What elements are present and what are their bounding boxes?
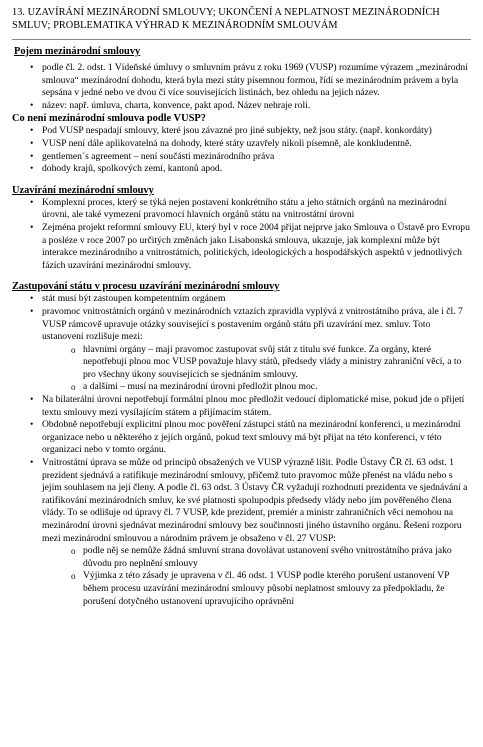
list-item: • Zejména projekt reformní smlouvy EU, který byl v roce 2004 přijat nejprve jako Smlouva o Ústavě pro Evropu a posléze v roce 2007 po určitých změnách jako Lisabonská smlouva, ukazuje, jak komplexní může být interakce mezinárodního a vnitrostátních, politických, ideologických a hospodářských aspektů v jednotlivých fázích uzavírání mezinárodní smlouvy. [12, 222, 471, 272]
sub-list-item: o Výjimka z této zásady je upravena v čl. 46 odst. 1 VUSP podle kterého porušení ustanovení VP během procesu uzavírání mezinárodní smlouvy působí neplatnost smlouvy za předpokladu, že porušení dotyčného ustanovení upravujícího oprávnění [12, 570, 471, 608]
list-item: • Vnitrostátní úprava se může od principů obsažených ve VUSP výrazně lišit. Podle Ústavy ČR čl. 63 odst. 1 prezident sjednává a ratifikuje mezinárodní smlouvy, přičemž tuto pravomoc může přenést na vládu nebo s jejím souhlasem na její členy. A podle čl. 63 odst. 3 Ústavy ČR vyžadují rozhodnutí prezidenta ve sjednávání a ratifikování mezinárodních smluv, ke své platnosti spolupodpis předsedy vlády nebo jím pověřeného člena vlády. To se odlišuje od úpravy čl. 7 VUSP, kde prezident, premiér a ministr zahraničních věcí nemohou na mezinárodní úrovni sjednávat mezinárodní smlouvy bez součinnosti jiného ústavního orgánu. Řešení rozporu mezi mezinárodní smlouvou a národním právem je obsaženo v čl. 27 VUSP: [12, 457, 471, 545]
section-heading-zastupovani: Zastupování státu v procesu uzavírání mezinárodní smlouvy [12, 281, 280, 293]
section-list-zastupovani-2 [12, 394, 471, 545]
section-heading-uzavirani: Uzavírání mezinárodní smlouvy [12, 184, 154, 196]
list-item: • podle čl. 2. odst. 1 Vídeňské úmluvy o smluvním právu z roku 1969 (VUSP) rozumíme výrazem „mezinárodní smlouva“ mezinárodní dohodu, která byla mezi státy písemnou formou, řídí se mezinárodním právem a byla sepsána v jedné nebo ve dvou či více souvisejících listinách, bez ohledu na jejich název. [12, 62, 471, 100]
document-title: 13. UZAVÍRÁNÍ MEZINÁRODNÍ SMLOUVY; UKONČENÍ A NEPLATNOST MEZINÁRODNÍCH SMLUV; PROBLEMATIKA VÝHRAD K MEZINÁRODNÍM SMLOUVÁM [12, 6, 471, 40]
list-item: • dohody krajů, spolkových zemí, kantonů apod. [12, 163, 471, 176]
section-list-zastupovani [12, 293, 471, 343]
list-item: • Na bilaterální úrovni nepotřebují formální plnou moc předložit vedoucí diplomatické mise, pokud jde o přijetí textu smlouvy mezi vysílajícím státem a přijímacím státem. [12, 394, 471, 419]
list-item: • gentlemen´s agreement – není součástí mezinárodního práva [12, 151, 471, 164]
sub-list-item: o a dalšími – musí na mezinárodní úrovni předložit plnou moc. [12, 381, 471, 394]
list-item: • Komplexní proces, který se týká nejen postavení konkrétního státu a jeho státních orgánů na mezinárodní úrovni, ale také vymezení pravomocí hlavních orgánů státu na vnitrostátní úrovni [12, 197, 471, 222]
list-item: • VUSP není dále aplikovatelná na dohody, které státy uzavřely nikoli písemně, ale konkludentně. [12, 138, 471, 151]
list-item: • pravomoc vnitrostátních orgánů v mezinárodních vztazích zpravidla vyplývá z vnitrostátního práva, ale i čl. 7 VUSP rámcově upravuje otázky související s postavením orgánů státu při uzavírání mez. smluv. Toto ustanovení rozlišuje mezi: [12, 306, 471, 344]
list-item: • Pod VUSP nespadají smlouvy, které jsou závazné pro jiné subjekty, než jsou státy. (např. konkordáty) [12, 125, 471, 138]
section-list-co-neni [12, 125, 471, 175]
sub-list-organy [12, 344, 471, 394]
section-heading-pojem: Pojem mezinárodní smlouvy [14, 46, 141, 57]
sub-list-item: o hlavními orgány – mají pravomoc zastupovat svůj stát z titulu své funkce. Za orgány, které nepotřebují plnou moc VUSP považuje hlavy států, předsedy vlády a ministry zahraniční věcí, a to pro všechny úkony souvisejících se sjednáním smlouvy. [12, 344, 471, 382]
list-item: • stát musí být zastoupen kompetentním orgánem [12, 293, 471, 306]
section-list-pojem [12, 62, 471, 112]
list-item: • Obdobně nepotřebují explicitní plnou moc pověření zástupci států na mezinárodní konferenci, u mezinárodní organizace nebo u některého z jejích orgánů, pokud text smlouvy má být přijat na této konferenci, v této organizaci nebo v tomto orgánu. [12, 419, 471, 457]
sub-list-cl27 [12, 545, 471, 608]
section-list-uzavirani [12, 197, 471, 273]
section-heading-co-neni: Co není mezinárodní smlouva podle VUSP? [12, 113, 206, 125]
sub-list-item: o podle něj se nemůže žádná smluvní strana dovolávat ustanovení svého vnitrostátního práva jako důvodu pro neplnění smlouvy [12, 545, 471, 570]
list-item: • název: např. úmluva, charta, konvence, pakt apod. Název nehraje roli. [12, 100, 471, 113]
